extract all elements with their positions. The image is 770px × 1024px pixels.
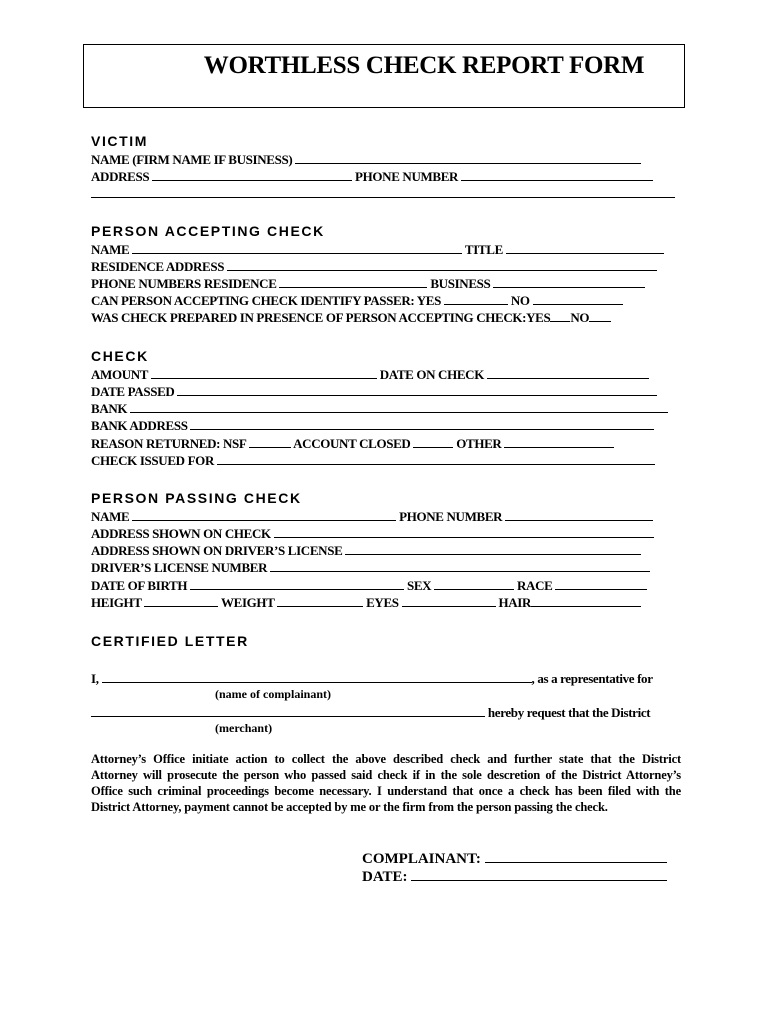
check-reason-label: REASON RETURNED: NSF [91, 436, 247, 451]
passing-dob-field[interactable] [190, 578, 404, 590]
passing-addr-license-field[interactable] [345, 543, 641, 555]
accepting-phone-res-field[interactable] [279, 276, 427, 288]
passing-license-row [91, 560, 650, 576]
accepting-name-label: NAME [91, 242, 130, 257]
passing-addr-license-label: ADDRESS SHOWN ON DRIVER’S LICENSE [91, 543, 343, 558]
complainant-signature-field[interactable] [485, 849, 667, 863]
passing-height-label: HEIGHT [91, 595, 142, 610]
accepting-residence-row [91, 259, 657, 275]
passing-dob-row [91, 578, 647, 594]
victim-address-label: ADDRESS [91, 169, 150, 184]
accepting-identify-label: CAN PERSON ACCEPTING CHECK IDENTIFY PASSER: YES [91, 293, 442, 308]
passing-hair-field[interactable] [531, 595, 641, 607]
accepting-phone-row [91, 276, 645, 292]
check-date-passed-label: DATE PASSED [91, 384, 175, 399]
passing-hair-label: HAIR [498, 595, 532, 610]
victim-name-label: NAME (FIRM NAME IF BUSINESS) [91, 152, 293, 167]
check-nsf-field[interactable] [249, 436, 291, 448]
complainant-caption: (name of complainant) [215, 687, 331, 701]
passing-name-row [91, 509, 653, 525]
check-date-on-check-field[interactable] [487, 367, 649, 379]
check-amount-field[interactable] [151, 367, 377, 379]
check-other-label: OTHER [456, 436, 502, 451]
passing-addr-check-field[interactable] [274, 526, 654, 538]
passing-height-field[interactable] [144, 595, 218, 607]
accepting-phone-res-label: PHONE NUMBERS RESIDENCE [91, 276, 277, 291]
form-title: WORTHLESS CHECK REPORT FORM [203, 52, 645, 79]
victim-name-row [91, 152, 641, 168]
passing-sex-field[interactable] [434, 578, 514, 590]
title-box [83, 44, 685, 108]
passing-license-label: DRIVER’S LICENSE NUMBER [91, 560, 268, 575]
paragraph-line: Attorney will prosecute the person who passed said check if in the sole descretion of the District Attorney’s [91, 768, 681, 782]
accepting-no-label: NO [510, 293, 530, 308]
paragraph-line: District Attorney, payment cannot be accepted by me or the firm from the person passing the check. [91, 800, 608, 814]
check-issued-for-label: CHECK ISSUED FOR [91, 453, 214, 468]
check-bank-label: BANK [91, 401, 128, 416]
victim-address-field[interactable] [152, 169, 352, 181]
accepting-heading: PERSON ACCEPTING CHECK [91, 223, 325, 239]
check-bank-row [91, 401, 668, 417]
check-reason-row [91, 436, 614, 452]
check-amount-row [91, 367, 649, 383]
paragraph-line: Attorney’s Office initiate action to collect the above described check and further state that the District [91, 752, 681, 766]
victim-heading: VICTIM [91, 133, 149, 149]
victim-address-row [91, 169, 653, 185]
check-other-field[interactable] [504, 436, 614, 448]
certified-paragraph [91, 751, 681, 815]
certified-heading: CERTIFIED LETTER [91, 633, 249, 649]
complainant-signature-row [362, 849, 667, 868]
passing-phone-label: PHONE NUMBER [399, 509, 503, 524]
accepting-name-field[interactable] [132, 242, 462, 254]
passing-phone-field[interactable] [505, 509, 653, 521]
paragraph-line: Office such criminal proceedings become necessary. I understand that once a check has been filed with the [91, 784, 681, 798]
accepting-title-field[interactable] [506, 242, 664, 254]
certified-i-label: I, [91, 671, 99, 686]
passing-race-label: RACE [517, 578, 553, 593]
accepting-identify-row [91, 293, 623, 309]
check-closed-field[interactable] [413, 436, 453, 448]
certified-request-label: hereby request that the District [487, 705, 651, 720]
passing-heading: PERSON PASSING CHECK [91, 490, 302, 506]
accepting-prepared-no-field[interactable] [589, 310, 611, 322]
certified-complainant-field[interactable] [102, 671, 532, 683]
passing-license-field[interactable] [270, 560, 650, 572]
passing-weight-label: WEIGHT [220, 595, 275, 610]
check-date-on-check-label: DATE ON CHECK [379, 367, 484, 382]
accepting-business-field[interactable] [493, 276, 645, 288]
certified-rep-label: , as a representative for [531, 671, 653, 686]
passing-dob-label: DATE OF BIRTH [91, 578, 188, 593]
check-date-passed-row [91, 384, 657, 400]
accepting-name-row [91, 242, 664, 258]
check-bank-field[interactable] [130, 401, 668, 413]
victim-address-extra-row [91, 186, 675, 202]
merchant-caption: (merchant) [215, 721, 273, 735]
check-amount-label: AMOUNT [91, 367, 148, 382]
accepting-residence-label: RESIDENCE ADDRESS [91, 259, 225, 274]
accepting-prepared-no-label: NO [570, 310, 590, 325]
accepting-prepared-label: WAS CHECK PREPARED IN PRESENCE OF PERSON ACCEPTING CHECK:YES [91, 310, 551, 325]
accepting-identify-no-field[interactable] [533, 293, 623, 305]
accepting-prepared-yes-field[interactable] [550, 310, 570, 322]
passing-eyes-field[interactable] [402, 595, 496, 607]
accepting-business-label: BUSINESS [430, 276, 491, 291]
passing-addr-check-label: ADDRESS SHOWN ON CHECK [91, 526, 271, 541]
certified-merchant-row [91, 705, 650, 721]
passing-eyes-label: EYES [366, 595, 399, 610]
accepting-prepared-row [91, 310, 611, 326]
passing-name-label: NAME [91, 509, 130, 524]
check-issued-for-field[interactable] [217, 453, 655, 465]
passing-height-row [91, 595, 641, 611]
complainant-label: COMPLAINANT: [362, 851, 481, 867]
victim-address-extra-field[interactable] [91, 186, 675, 198]
victim-name-field[interactable] [295, 152, 641, 164]
passing-weight-field[interactable] [277, 595, 363, 607]
check-bank-address-row [91, 418, 654, 434]
check-date-passed-field[interactable] [177, 384, 657, 396]
check-closed-label: ACCOUNT CLOSED [293, 436, 411, 451]
accepting-identify-yes-field[interactable] [444, 293, 508, 305]
date-label: DATE: [362, 869, 408, 885]
accepting-residence-field[interactable] [227, 259, 657, 271]
check-issued-for-row [91, 453, 655, 469]
check-bank-address-label: BANK ADDRESS [91, 418, 188, 433]
passing-addr-license-row [91, 543, 641, 559]
date-signature-row [362, 867, 667, 886]
accepting-title-label: TITLE [464, 242, 503, 257]
passing-race-field[interactable] [555, 578, 647, 590]
victim-phone-field[interactable] [461, 169, 653, 181]
passing-addr-check-row [91, 526, 654, 542]
date-signature-field[interactable] [411, 867, 667, 881]
check-bank-address-field[interactable] [190, 418, 654, 430]
victim-phone-label: PHONE NUMBER [355, 169, 459, 184]
passing-name-field[interactable] [132, 509, 396, 521]
check-heading: CHECK [91, 348, 149, 364]
certified-i-row [91, 671, 653, 687]
certified-merchant-field[interactable] [91, 705, 485, 717]
passing-sex-label: SEX [406, 578, 432, 593]
